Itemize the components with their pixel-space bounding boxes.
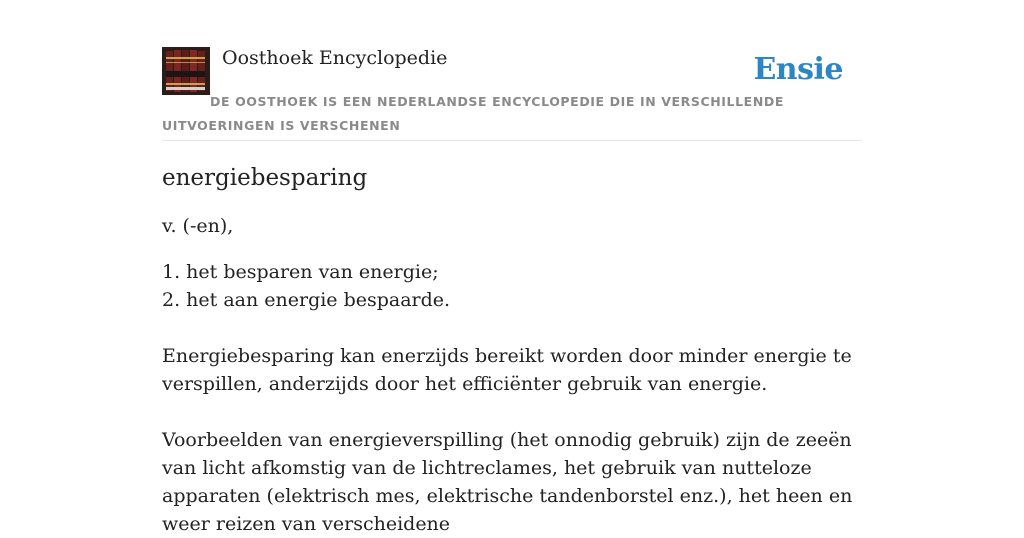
site-header [162,46,862,141]
entry-title: energiebesparing [162,165,368,191]
definition-item: 2. het aan energie bespaarde. [162,289,451,311]
definition-item: 1. het besparen van energie; [162,261,439,283]
brand-logo[interactable]: Ensie [753,52,843,87]
entry-paragraph: Energiebesparing kan enerzijds bereikt worden door minder energie te verspillen, anderzijds door het efficiënter gebruik van energie. [162,345,852,395]
entry-paragraph: Voorbeelden van energieverspilling (het onnodig gebruik) zijn de zeeën van licht afkomstig van de lichtreclames, het gebruik van nutteloze apparaten (elektrisch mes, elektrische tandenborstel enz.), het heen en weer reizen van verscheidene [162,429,853,535]
encyclopedia-books-icon[interactable] [162,47,210,95]
entry-grammar: v. (-en), [162,215,234,237]
definition-list [162,258,862,314]
source-name[interactable]: Oosthoek Encyclopedie [222,47,448,69]
entry-content [162,160,862,538]
source-tagline: DE OOSTHOEK IS EEN NEDERLANDSE ENCYCLOPEDIE DIE IN VERSCHILLENDE UITVOERINGEN IS VERSCHENEN [162,94,784,133]
